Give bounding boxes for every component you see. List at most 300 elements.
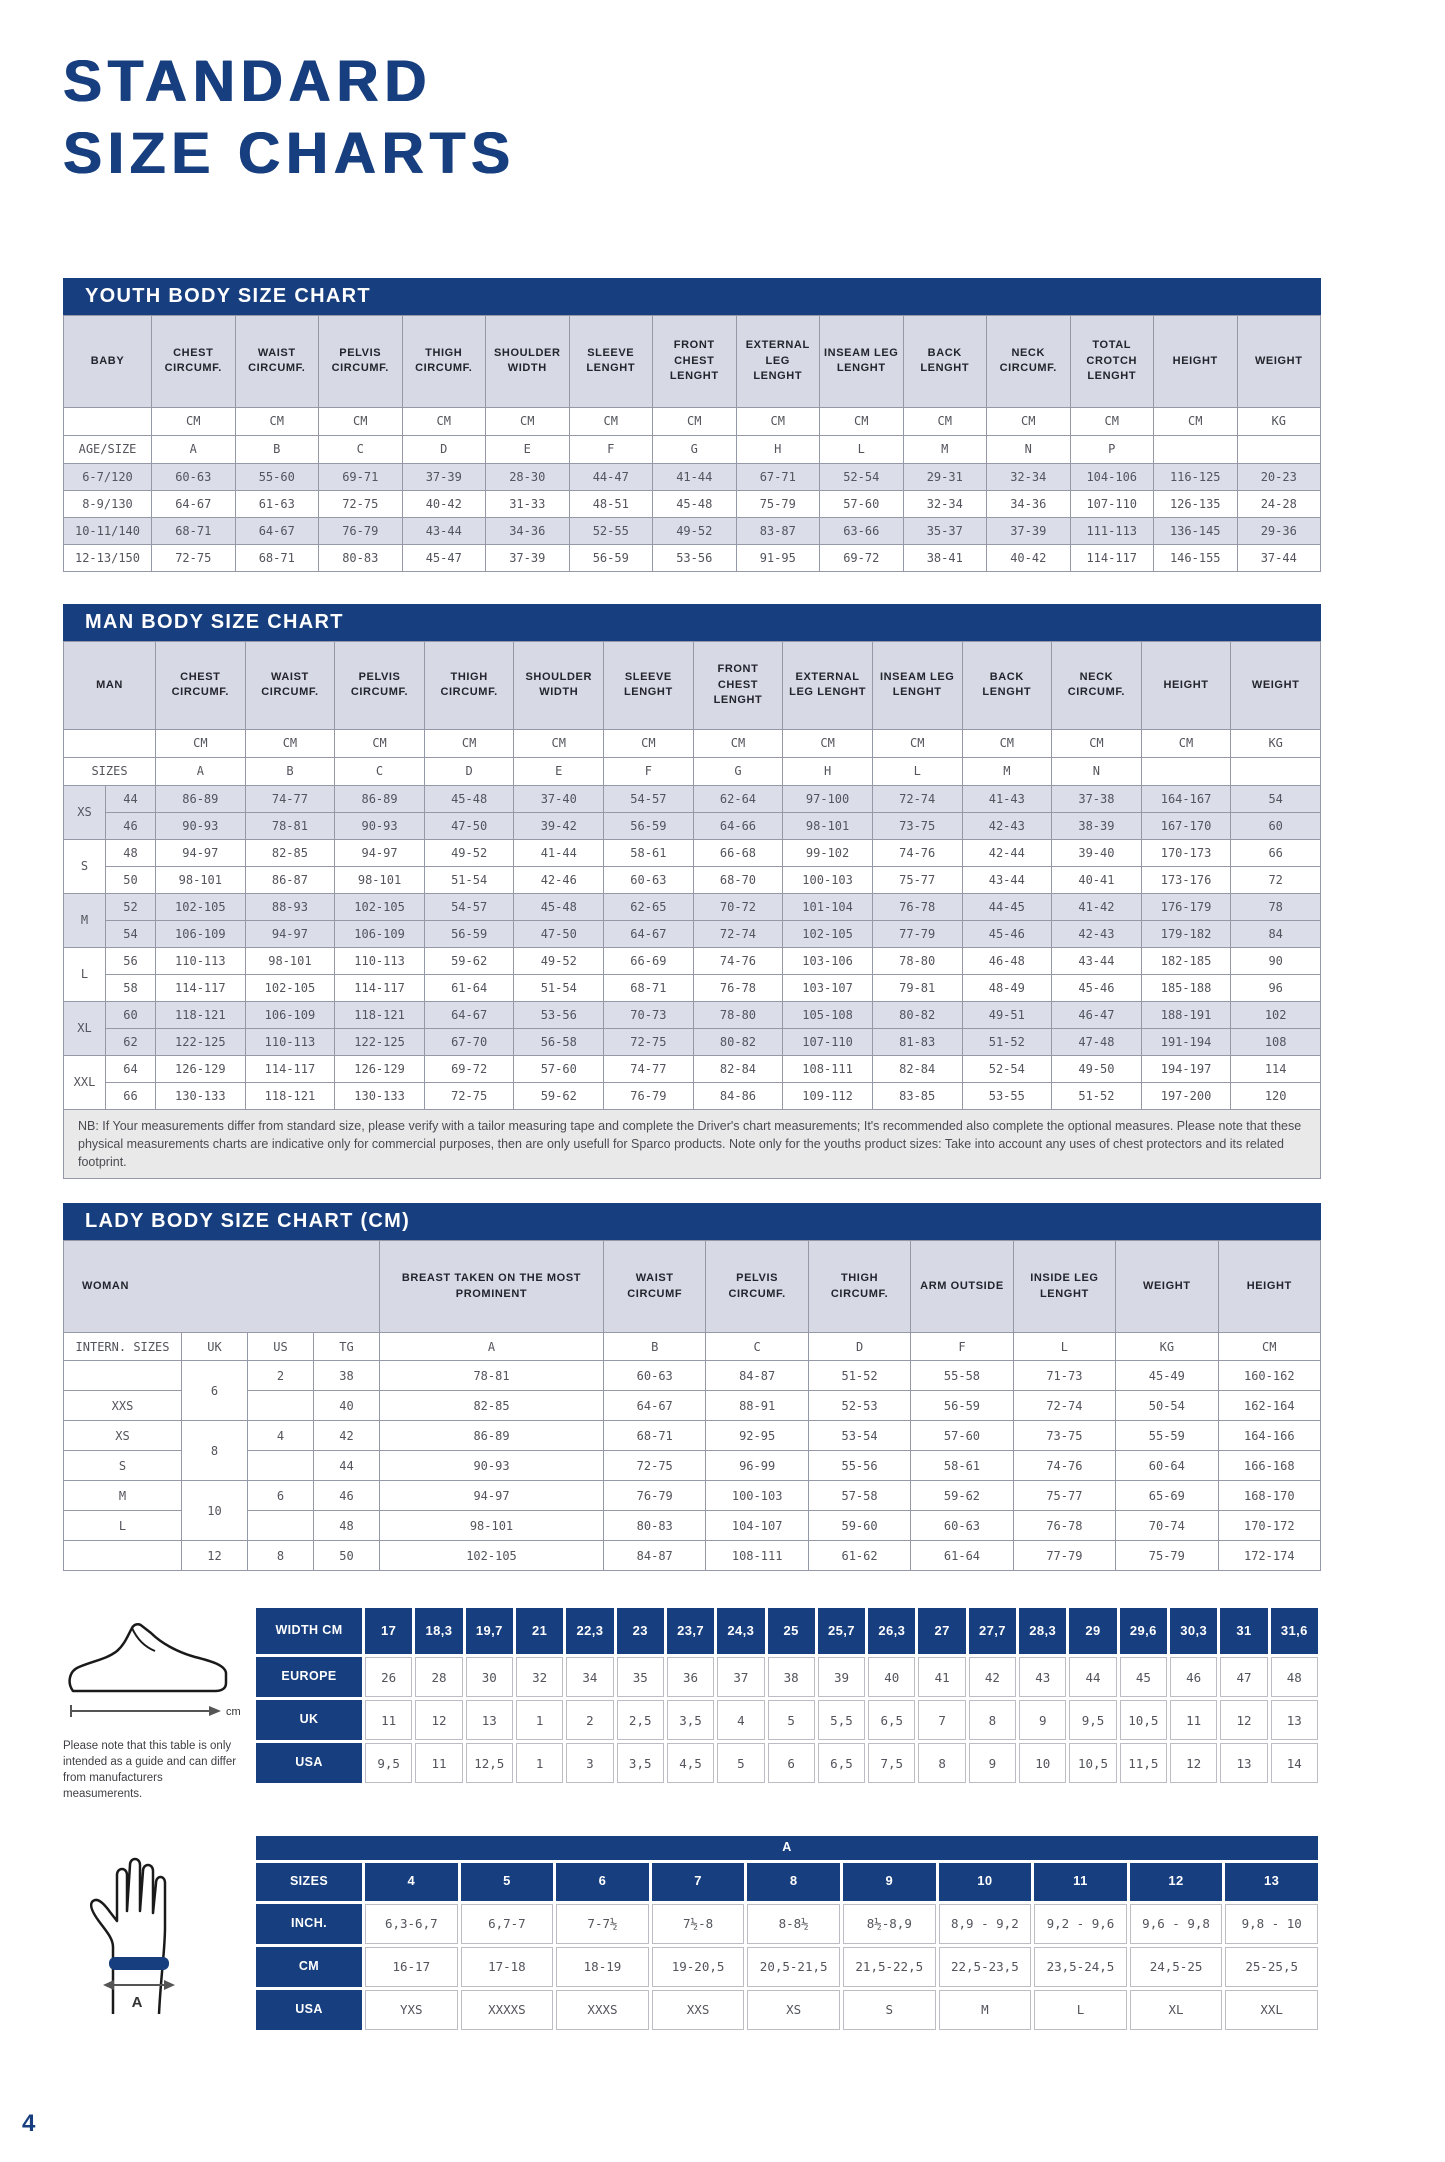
data-cell: 48-49 bbox=[962, 974, 1052, 1001]
data-cell: 80-82 bbox=[872, 1001, 962, 1028]
unit-cell: CM bbox=[156, 729, 246, 757]
width-value: 29,6 bbox=[1120, 1608, 1167, 1654]
data-cell: 61-63 bbox=[235, 490, 319, 517]
column-header: FRONT CHEST LENGHT bbox=[693, 641, 783, 729]
letter-cell: B bbox=[235, 435, 319, 463]
data-cell: 102-105 bbox=[783, 920, 873, 947]
sub-header-cell: C bbox=[706, 1333, 808, 1361]
width-value: 23,7 bbox=[667, 1608, 714, 1654]
sub-header-cell: KG bbox=[1116, 1333, 1218, 1361]
size-value: 13 bbox=[1225, 1863, 1318, 1901]
data-cell: 7 bbox=[918, 1700, 965, 1740]
data-cell: 45-46 bbox=[962, 920, 1052, 947]
glove-size-table bbox=[253, 1833, 1321, 2033]
data-cell: 39-40 bbox=[1052, 839, 1142, 866]
data-cell: 11,5 bbox=[1120, 1743, 1167, 1783]
data-cell: 78-80 bbox=[693, 1001, 783, 1028]
data-cell: 12,5 bbox=[466, 1743, 513, 1783]
data-cell: 84 bbox=[1231, 920, 1321, 947]
size-value: 12 bbox=[1130, 1863, 1223, 1901]
measure-header: A bbox=[256, 1836, 1318, 1860]
data-cell: 39 bbox=[818, 1657, 865, 1697]
data-cell: 91-95 bbox=[736, 544, 820, 571]
glove-guide-column bbox=[63, 1833, 253, 2029]
data-cell: 32 bbox=[516, 1657, 563, 1697]
column-header: NECK CIRCUMF. bbox=[1052, 641, 1142, 729]
data-cell: 56-59 bbox=[569, 544, 653, 571]
uk-size-cell: 12 bbox=[182, 1541, 248, 1571]
data-cell: 35 bbox=[617, 1657, 664, 1697]
data-cell: 82-84 bbox=[872, 1055, 962, 1082]
data-cell: 32-34 bbox=[987, 463, 1071, 490]
data-cell: 38-39 bbox=[1052, 812, 1142, 839]
data-cell: 108 bbox=[1231, 1028, 1321, 1055]
data-cell: 35-37 bbox=[903, 517, 987, 544]
data-cell: 41-44 bbox=[653, 463, 737, 490]
data-cell: 136-145 bbox=[1154, 517, 1238, 544]
data-cell: 173-176 bbox=[1141, 866, 1231, 893]
data-cell: 9,5 bbox=[1069, 1700, 1116, 1740]
width-value: 21 bbox=[516, 1608, 563, 1654]
page-number: 4 bbox=[22, 2110, 36, 2137]
data-cell: 61-64 bbox=[424, 974, 514, 1001]
letter-cell: A bbox=[156, 757, 246, 785]
table-row bbox=[64, 641, 1321, 729]
data-cell: 78-80 bbox=[872, 947, 962, 974]
data-cell: 75-79 bbox=[1116, 1541, 1218, 1571]
data-cell: 86-89 bbox=[335, 785, 425, 812]
data-cell: 109-112 bbox=[783, 1082, 873, 1109]
table-row bbox=[64, 1421, 1321, 1451]
table-row bbox=[64, 463, 1321, 490]
data-cell: 164-166 bbox=[1218, 1421, 1320, 1451]
column-header: WOMAN bbox=[64, 1241, 380, 1333]
data-cell: 62-65 bbox=[604, 893, 694, 920]
size-value: 9 bbox=[843, 1863, 936, 1901]
size-group-cell: XXL bbox=[64, 1055, 106, 1109]
width-value: 26,3 bbox=[868, 1608, 915, 1654]
lady-size-chart-section bbox=[63, 1203, 1321, 1571]
data-cell: 114-117 bbox=[335, 974, 425, 1001]
data-cell: XXS bbox=[652, 1990, 745, 2030]
column-header: HEIGHT bbox=[1141, 641, 1231, 729]
table-row bbox=[64, 1028, 1321, 1055]
data-cell: 82-85 bbox=[245, 839, 335, 866]
column-header: BREAST TAKEN ON THE MOST PROMINENT bbox=[380, 1241, 604, 1333]
data-cell: 116-125 bbox=[1154, 463, 1238, 490]
data-cell: 90 bbox=[1231, 947, 1321, 974]
table-row bbox=[64, 435, 1321, 463]
data-cell: 5 bbox=[717, 1743, 764, 1783]
sub-header-cell: A bbox=[380, 1333, 604, 1361]
data-cell: 68-70 bbox=[693, 866, 783, 893]
data-cell: 49-52 bbox=[424, 839, 514, 866]
data-cell: 57-60 bbox=[820, 490, 904, 517]
unit-cell: CM bbox=[335, 729, 425, 757]
data-cell: 42-43 bbox=[1052, 920, 1142, 947]
data-cell: 47-50 bbox=[424, 812, 514, 839]
data-cell: 3 bbox=[566, 1743, 613, 1783]
lady-chart-title-bar: LADY BODY SIZE CHART (CM) bbox=[63, 1203, 1321, 1240]
column-header: SLEEVE LENGHT bbox=[604, 641, 694, 729]
data-cell: 68-71 bbox=[604, 974, 694, 1001]
column-header: SHOULDER WIDTH bbox=[486, 315, 570, 407]
glove-table-column bbox=[253, 1833, 1321, 2033]
data-cell: 126-129 bbox=[156, 1055, 246, 1082]
column-header: BACK LENGHT bbox=[962, 641, 1052, 729]
unit-cell: CM bbox=[693, 729, 783, 757]
data-cell: 101-104 bbox=[783, 893, 873, 920]
unit-cell: CM bbox=[783, 729, 873, 757]
data-cell: 55-59 bbox=[1116, 1421, 1218, 1451]
data-cell: 68-71 bbox=[604, 1421, 706, 1451]
data-cell: 64-66 bbox=[693, 812, 783, 839]
shoe-guide-column bbox=[63, 1605, 253, 1802]
data-cell: 104-107 bbox=[706, 1511, 808, 1541]
size-cell: 46 bbox=[106, 812, 156, 839]
data-cell: 1 bbox=[516, 1700, 563, 1740]
letter-cell bbox=[1237, 435, 1321, 463]
data-cell: 3,5 bbox=[667, 1700, 714, 1740]
table-row bbox=[64, 1511, 1321, 1541]
letter-cell: L bbox=[872, 757, 962, 785]
data-cell: 5 bbox=[768, 1700, 815, 1740]
data-cell: 54-57 bbox=[604, 785, 694, 812]
table-row bbox=[64, 729, 1321, 757]
data-cell: 72-75 bbox=[604, 1028, 694, 1055]
data-cell: 41-42 bbox=[1052, 893, 1142, 920]
data-cell: 46 bbox=[1170, 1657, 1217, 1697]
column-header: THIGH CIRCUMF. bbox=[808, 1241, 910, 1333]
data-cell: 102-105 bbox=[380, 1541, 604, 1571]
data-cell: 8-9/130 bbox=[64, 490, 152, 517]
data-cell: S bbox=[843, 1990, 936, 2030]
width-value: 31,6 bbox=[1271, 1608, 1318, 1654]
data-cell: 77-79 bbox=[872, 920, 962, 947]
letter-cell: SIZES bbox=[64, 757, 156, 785]
data-cell: 86-89 bbox=[380, 1421, 604, 1451]
table-row bbox=[64, 785, 1321, 812]
intern-size-cell bbox=[64, 1541, 182, 1571]
column-header: SLEEVE LENGHT bbox=[569, 315, 653, 407]
data-cell: 164-167 bbox=[1141, 785, 1231, 812]
tg-size-cell: 50 bbox=[314, 1541, 380, 1571]
data-cell: 8 bbox=[969, 1700, 1016, 1740]
width-value: 19,7 bbox=[466, 1608, 513, 1654]
data-cell: 26 bbox=[365, 1657, 412, 1697]
data-cell: 56-59 bbox=[911, 1391, 1013, 1421]
size-cell: 56 bbox=[106, 947, 156, 974]
data-cell: 40-42 bbox=[402, 490, 486, 517]
data-cell: 50-54 bbox=[1116, 1391, 1218, 1421]
letter-cell: M bbox=[903, 435, 987, 463]
data-cell: 100-103 bbox=[783, 866, 873, 893]
data-cell: 6 bbox=[768, 1743, 815, 1783]
column-header: MAN bbox=[64, 641, 156, 729]
data-cell: 62-64 bbox=[693, 785, 783, 812]
size-cell: 58 bbox=[106, 974, 156, 1001]
data-cell: 102 bbox=[1231, 1001, 1321, 1028]
row-label: SIZES bbox=[256, 1863, 362, 1901]
size-cell: 64 bbox=[106, 1055, 156, 1082]
letter-cell: F bbox=[569, 435, 653, 463]
letter-cell bbox=[1231, 757, 1321, 785]
data-cell: 51-52 bbox=[808, 1361, 910, 1391]
data-cell: 72-75 bbox=[152, 544, 236, 571]
data-cell: 94-97 bbox=[380, 1481, 604, 1511]
data-cell: 179-182 bbox=[1141, 920, 1231, 947]
shoe-icon bbox=[63, 1611, 245, 1723]
data-cell: 32-34 bbox=[903, 490, 987, 517]
data-cell: XXXXS bbox=[461, 1990, 554, 2030]
data-cell: 6,3-6,7 bbox=[365, 1904, 458, 1944]
data-cell: 2,5 bbox=[617, 1700, 664, 1740]
data-cell: 53-56 bbox=[514, 1001, 604, 1028]
table-row bbox=[64, 812, 1321, 839]
data-cell: 57-60 bbox=[514, 1055, 604, 1082]
data-cell: 57-60 bbox=[911, 1421, 1013, 1451]
data-cell: 10-11/140 bbox=[64, 517, 152, 544]
data-cell: 49-52 bbox=[653, 517, 737, 544]
data-cell: 68-71 bbox=[152, 517, 236, 544]
data-cell: 43-44 bbox=[1052, 947, 1142, 974]
data-cell: 59-62 bbox=[514, 1082, 604, 1109]
data-cell: 42 bbox=[969, 1657, 1016, 1697]
data-cell: 114-117 bbox=[245, 1055, 335, 1082]
size-group-cell: L bbox=[64, 947, 106, 1001]
column-header: ARM OUTSIDE bbox=[911, 1241, 1013, 1333]
table-row bbox=[64, 947, 1321, 974]
us-size-cell: 2 bbox=[248, 1361, 314, 1391]
letter-cell: M bbox=[962, 757, 1052, 785]
table-row bbox=[64, 1361, 1321, 1391]
row-label: UK bbox=[256, 1700, 362, 1740]
data-cell: 68-71 bbox=[235, 544, 319, 571]
data-cell: 59-60 bbox=[808, 1511, 910, 1541]
data-cell: 104-106 bbox=[1070, 463, 1154, 490]
row-label: WIDTH CM bbox=[256, 1608, 362, 1654]
sub-header-cell: US bbox=[248, 1333, 314, 1361]
data-cell: 70-72 bbox=[693, 893, 783, 920]
uk-size-cell: 8 bbox=[182, 1421, 248, 1481]
table-row bbox=[64, 1481, 1321, 1511]
data-cell: 58-61 bbox=[604, 839, 694, 866]
letter-cell: L bbox=[820, 435, 904, 463]
shoe-guide-note: Please note that this table is only intended as a guide and can differ from manufacturers measumerents. bbox=[63, 1740, 237, 1801]
unit-cell: CM bbox=[653, 407, 737, 435]
column-header: CHEST CIRCUMF. bbox=[152, 315, 236, 407]
table-row bbox=[64, 1451, 1321, 1481]
column-header: WEIGHT bbox=[1116, 1241, 1218, 1333]
data-cell: 107-110 bbox=[1070, 490, 1154, 517]
letter-cell: F bbox=[604, 757, 694, 785]
size-group-cell: XS bbox=[64, 785, 106, 839]
data-cell: 46-47 bbox=[1052, 1001, 1142, 1028]
data-cell: 76-78 bbox=[872, 893, 962, 920]
data-cell: 8½-8,9 bbox=[843, 1904, 936, 1944]
table-row bbox=[64, 1082, 1321, 1109]
data-cell: 11 bbox=[1170, 1700, 1217, 1740]
data-cell: 118-121 bbox=[156, 1001, 246, 1028]
unit-cell: CM bbox=[424, 729, 514, 757]
data-cell: 94-97 bbox=[245, 920, 335, 947]
table-row bbox=[64, 920, 1321, 947]
data-cell: 44-47 bbox=[569, 463, 653, 490]
letter-cell: C bbox=[335, 757, 425, 785]
data-cell: 70-74 bbox=[1116, 1511, 1218, 1541]
letter-cell: D bbox=[424, 757, 514, 785]
unit-cell: CM bbox=[402, 407, 486, 435]
data-cell: 9,2 - 9,6 bbox=[1034, 1904, 1127, 1944]
data-cell: 69-72 bbox=[424, 1055, 514, 1082]
data-cell: 98-101 bbox=[783, 812, 873, 839]
data-cell: 54-57 bbox=[424, 893, 514, 920]
width-value: 17 bbox=[365, 1608, 412, 1654]
width-value: 24,3 bbox=[717, 1608, 764, 1654]
letter-cell: H bbox=[783, 757, 873, 785]
table-row bbox=[256, 1743, 1318, 1783]
data-cell: 160-162 bbox=[1218, 1361, 1320, 1391]
data-cell: 34 bbox=[566, 1657, 613, 1697]
data-cell: 43 bbox=[1019, 1657, 1066, 1697]
uk-size-cell: 6 bbox=[182, 1361, 248, 1421]
unit-cell: CM bbox=[903, 407, 987, 435]
data-cell: 45-48 bbox=[653, 490, 737, 517]
data-cell: 44 bbox=[1069, 1657, 1116, 1697]
unit-cell: CM bbox=[569, 407, 653, 435]
data-cell: 122-125 bbox=[335, 1028, 425, 1055]
data-cell: 60-64 bbox=[1116, 1451, 1218, 1481]
column-header: PELVIS CIRCUMF. bbox=[335, 641, 425, 729]
data-cell: 37-38 bbox=[1052, 785, 1142, 812]
data-cell: 51-54 bbox=[514, 974, 604, 1001]
table-row bbox=[256, 1657, 1318, 1697]
column-header: SHOULDER WIDTH bbox=[514, 641, 604, 729]
data-cell: YXS bbox=[365, 1990, 458, 2030]
data-cell: 72-74 bbox=[693, 920, 783, 947]
data-cell: 52-53 bbox=[808, 1391, 910, 1421]
data-cell: 67-71 bbox=[736, 463, 820, 490]
table-row bbox=[64, 866, 1321, 893]
data-cell: 9 bbox=[969, 1743, 1016, 1783]
tg-size-cell: 42 bbox=[314, 1421, 380, 1451]
size-group-cell: S bbox=[64, 839, 106, 893]
unit-cell: CM bbox=[1154, 407, 1238, 435]
data-cell: 17-18 bbox=[461, 1947, 554, 1987]
data-cell: 45-47 bbox=[402, 544, 486, 571]
data-cell: 86-87 bbox=[245, 866, 335, 893]
data-cell: 94-97 bbox=[156, 839, 246, 866]
data-cell: 114-117 bbox=[1070, 544, 1154, 571]
column-header: INSIDE LEG LENGHT bbox=[1013, 1241, 1115, 1333]
data-cell: 41-44 bbox=[514, 839, 604, 866]
data-cell: 60-63 bbox=[152, 463, 236, 490]
width-value: 31 bbox=[1220, 1608, 1267, 1654]
data-cell: 110-113 bbox=[335, 947, 425, 974]
intern-size-cell bbox=[64, 1361, 182, 1391]
data-cell: 60-63 bbox=[604, 1361, 706, 1391]
data-cell: 90-93 bbox=[380, 1451, 604, 1481]
letter-cell: H bbox=[736, 435, 820, 463]
data-cell: 6-7/120 bbox=[64, 463, 152, 490]
unit-cell: CM bbox=[987, 407, 1071, 435]
data-cell: 54 bbox=[1231, 785, 1321, 812]
tg-size-cell: 40 bbox=[314, 1391, 380, 1421]
sub-header-cell: CM bbox=[1218, 1333, 1320, 1361]
data-cell: 83-85 bbox=[872, 1082, 962, 1109]
data-cell: 191-194 bbox=[1141, 1028, 1231, 1055]
data-cell: 80-83 bbox=[319, 544, 403, 571]
man-size-table bbox=[63, 641, 1321, 1110]
table-row bbox=[64, 315, 1321, 407]
data-cell: 86-89 bbox=[156, 785, 246, 812]
data-cell: 110-113 bbox=[245, 1028, 335, 1055]
data-cell: XL bbox=[1130, 1990, 1223, 2030]
uk-size-cell: 10 bbox=[182, 1481, 248, 1541]
data-cell: 47-48 bbox=[1052, 1028, 1142, 1055]
data-cell: 170-173 bbox=[1141, 839, 1231, 866]
intern-size-cell: XXS bbox=[64, 1391, 182, 1421]
data-cell: 166-168 bbox=[1218, 1451, 1320, 1481]
data-cell: 28-30 bbox=[486, 463, 570, 490]
data-cell: 42-44 bbox=[962, 839, 1052, 866]
unit-cell: CM bbox=[514, 729, 604, 757]
data-cell: 111-113 bbox=[1070, 517, 1154, 544]
intern-size-cell: XS bbox=[64, 1421, 182, 1451]
data-cell: 92-95 bbox=[706, 1421, 808, 1451]
row-label: INCH. bbox=[256, 1904, 362, 1944]
table-row bbox=[64, 1391, 1321, 1421]
data-cell: 47 bbox=[1220, 1657, 1267, 1697]
data-cell: 70-73 bbox=[604, 1001, 694, 1028]
data-cell: 45 bbox=[1120, 1657, 1167, 1697]
data-cell: 29-31 bbox=[903, 463, 987, 490]
data-cell: 34-36 bbox=[486, 517, 570, 544]
shoe-size-chart-section bbox=[63, 1605, 1321, 1802]
youth-size-chart-section bbox=[63, 278, 1321, 572]
data-cell: 197-200 bbox=[1141, 1082, 1231, 1109]
column-header: BACK LENGHT bbox=[903, 315, 987, 407]
data-cell: 34-36 bbox=[987, 490, 1071, 517]
data-cell: 4 bbox=[717, 1700, 764, 1740]
data-cell: 7,5 bbox=[868, 1743, 915, 1783]
data-cell: 76-79 bbox=[604, 1082, 694, 1109]
us-size-cell bbox=[248, 1391, 314, 1421]
table-row bbox=[64, 1055, 1321, 1082]
letter-cell: P bbox=[1070, 435, 1154, 463]
glove-icon bbox=[63, 1839, 213, 2024]
data-cell: 108-111 bbox=[706, 1541, 808, 1571]
unit-cell: CM bbox=[319, 407, 403, 435]
data-cell: 58-61 bbox=[911, 1451, 1013, 1481]
data-cell: 43-44 bbox=[962, 866, 1052, 893]
data-cell: 24-28 bbox=[1237, 490, 1321, 517]
letter-cell: E bbox=[514, 757, 604, 785]
width-value: 25,7 bbox=[818, 1608, 865, 1654]
data-cell: 118-121 bbox=[245, 1082, 335, 1109]
letter-cell: G bbox=[693, 757, 783, 785]
data-cell: 49-51 bbox=[962, 1001, 1052, 1028]
data-cell: 168-170 bbox=[1218, 1481, 1320, 1511]
data-cell: 37-39 bbox=[987, 517, 1071, 544]
width-value: 23 bbox=[617, 1608, 664, 1654]
data-cell: 64-67 bbox=[604, 920, 694, 947]
tg-size-cell: 44 bbox=[314, 1451, 380, 1481]
data-cell: 182-185 bbox=[1141, 947, 1231, 974]
data-cell: 84-87 bbox=[706, 1361, 808, 1391]
page-title-line1: STANDARD bbox=[63, 49, 433, 114]
sub-header-cell: B bbox=[604, 1333, 706, 1361]
